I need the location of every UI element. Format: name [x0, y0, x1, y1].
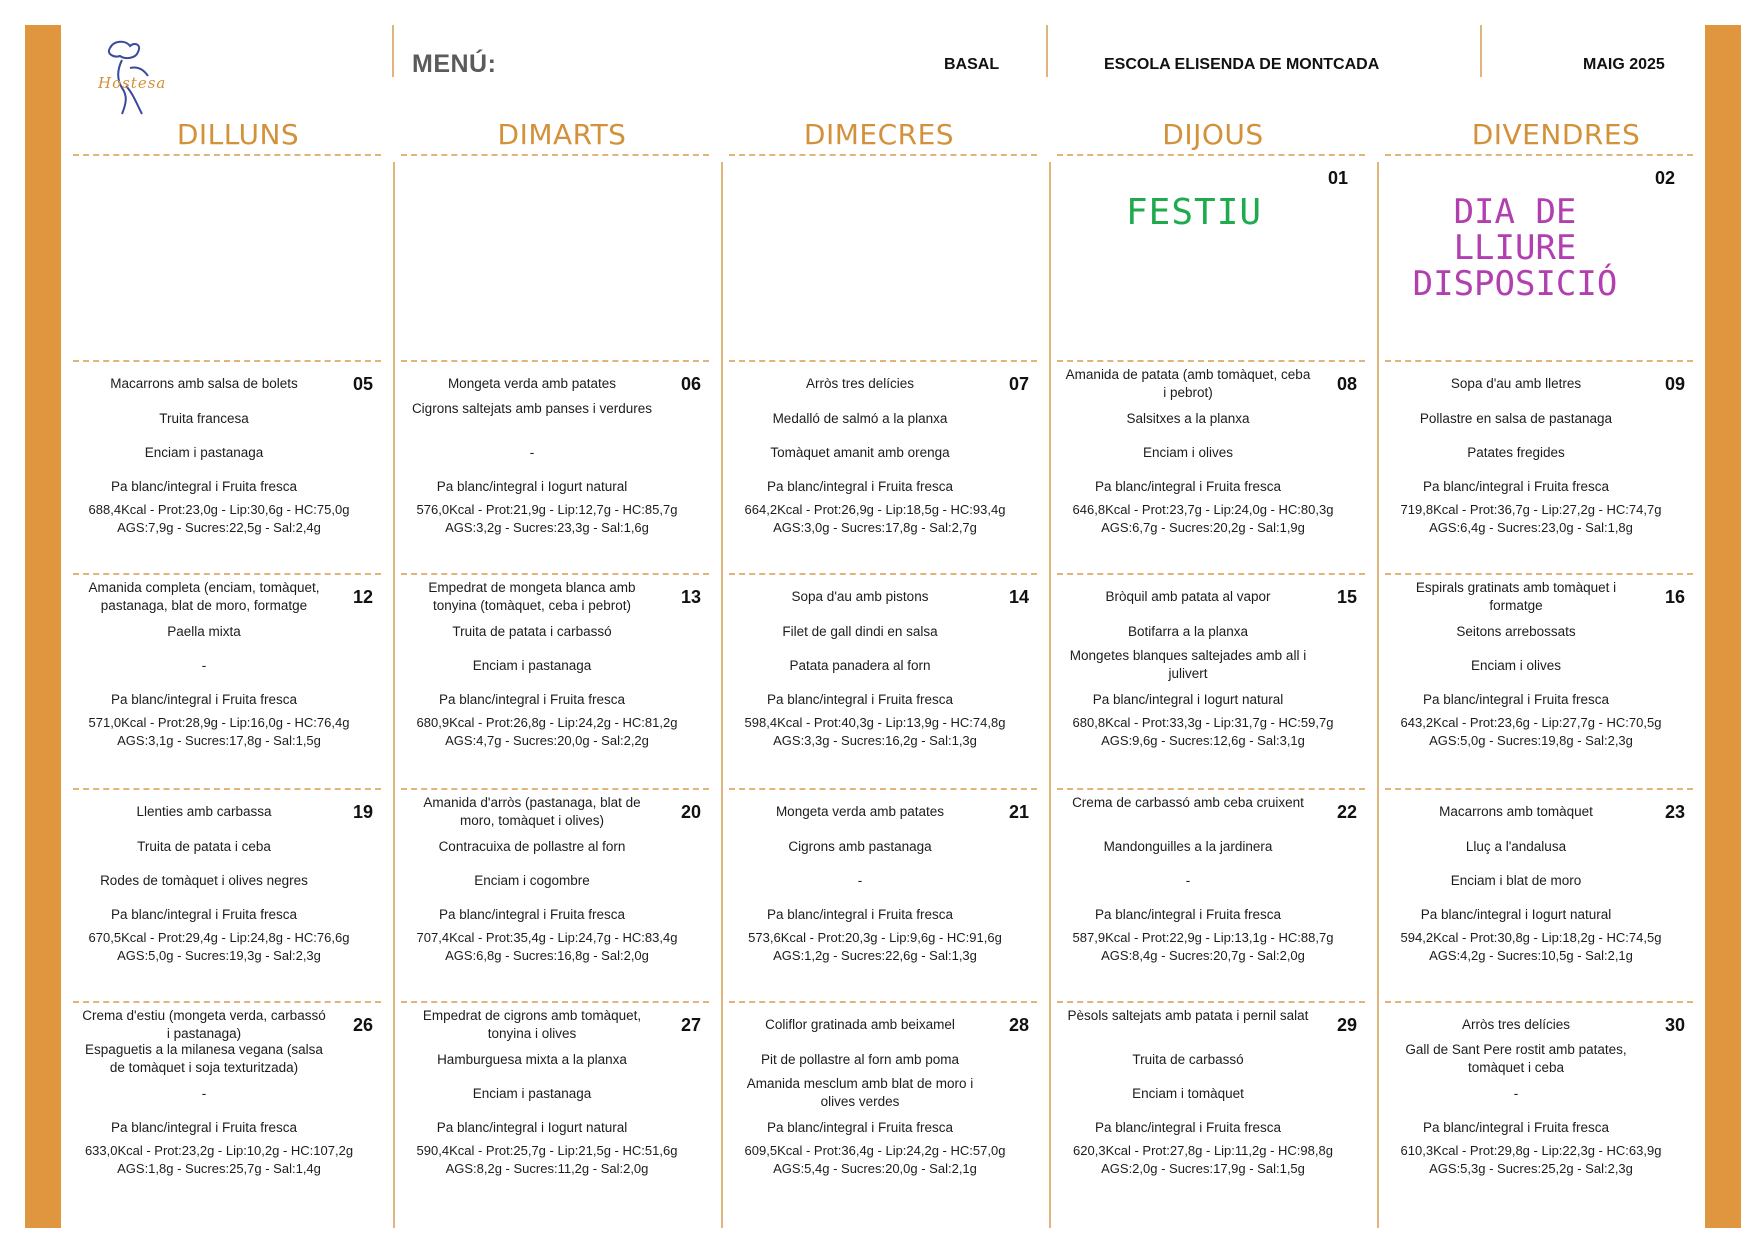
bread-and-dessert: Pa blanc/integral i Fruita fresca: [110, 692, 298, 707]
nutrition-info: 664,2Kcal - Prot:26,9g - Lip:18,5g - HC:93,4g AGS:3,0g - Sucres:17,8g - Sal:2,7g: [744, 502, 1006, 535]
day-number: 06: [680, 374, 701, 394]
second-course: Hamburguesa mixta a la planxa: [437, 1052, 627, 1067]
side-dish: -: [201, 1086, 207, 1101]
first-course: Macarrons amb salsa de bolets: [110, 376, 298, 391]
first-course: Pèsols saltejats amb patata i pernil salat: [1067, 1008, 1309, 1023]
first-course: Arròs tres delícies: [805, 376, 915, 391]
side-dish: -: [1513, 1086, 1519, 1101]
menu-day-cell: [73, 573, 383, 785]
side-dish: Enciam i olives: [1142, 445, 1234, 460]
day-number: 29: [1336, 1015, 1357, 1035]
first-course: Amanida de patata (amb tomàquet, ceba i pebrot): [1065, 367, 1311, 400]
menu-day-cell: [729, 360, 1039, 572]
first-course: Empedrat de mongeta blanca amb tonyina (tomàquet, ceba i pebrot): [428, 580, 636, 613]
second-course: Paella mixta: [167, 624, 241, 639]
menu-day-cell: [1385, 1001, 1695, 1213]
menu-day-cell: [1057, 360, 1367, 572]
menu-day-cell: [729, 1001, 1039, 1213]
first-course: Amanida completa (enciam, tomàquet, pastanaga, blat de moro, formatge: [88, 580, 320, 613]
second-course: Seitons arrebossats: [1456, 624, 1576, 639]
nutrition-info: 598,4Kcal - Prot:40,3g - Lip:13,9g - HC:74,8g AGS:3,3g - Sucres:16,2g - Sal:1,3g: [744, 715, 1006, 748]
first-course: Crema d'estiu (mongeta verda, carbassó i pastanaga): [82, 1008, 326, 1041]
first-course: Bròquil amb patata al vapor: [1105, 589, 1271, 604]
first-course: Mongeta verda amb patates: [775, 804, 945, 819]
day-number: 12: [352, 587, 373, 607]
holiday-label: FESTIU: [1126, 192, 1263, 233]
second-course: Botifarra a la planxa: [1127, 624, 1249, 639]
left-accent-bar: [25, 25, 61, 1228]
side-dish: -: [201, 658, 207, 673]
bread-and-dessert: Pa blanc/integral i Fruita fresca: [1094, 1120, 1282, 1135]
second-course: Lluç a l'andalusa: [1465, 839, 1567, 854]
bread-and-dessert: Pa blanc/integral i Fruita fresca: [110, 479, 298, 494]
free-day-line-1: DIA DE: [1453, 192, 1577, 232]
day-number: 07: [1008, 374, 1029, 394]
menu-day-cell: [401, 1001, 711, 1213]
nutrition-info: 573,6Kcal - Prot:20,3g - Lip:9,6g - HC:91,6g AGS:1,2g - Sucres:22,6g - Sal:1,3g: [748, 930, 1002, 963]
nutrition-info: 576,0Kcal - Prot:21,9g - Lip:12,7g - HC:85,7g AGS:3,2g - Sucres:23,3g - Sal:1,6g: [416, 502, 678, 535]
day-number: 22: [1336, 802, 1357, 822]
first-course: Mongeta verda amb patates: [447, 376, 617, 391]
first-course: Arròs tres delícies: [1461, 1017, 1571, 1032]
first-course: Sopa d'au amb pistons: [791, 589, 929, 604]
bread-and-dessert: Pa blanc/integral i Fruita fresca: [1422, 692, 1610, 707]
cell-day-01: [1052, 160, 1362, 360]
menu-day-cell: [1057, 1001, 1367, 1213]
day-number: 05: [352, 374, 373, 394]
second-course: Mandonguilles a la jardinera: [1103, 839, 1273, 854]
day-number: 19: [352, 802, 373, 822]
side-dish: Rodes de tomàquet i olives negres: [100, 873, 308, 888]
nutrition-info: 610,3Kcal - Prot:29,8g - Lip:22,3g - HC:63,9g AGS:5,3g - Sucres:25,2g - Sal:2,3g: [1400, 1143, 1662, 1176]
bread-and-dessert: Pa blanc/integral i Iogurt natural: [436, 479, 628, 494]
side-dish: Enciam i tomàquet: [1132, 1086, 1244, 1101]
second-course: Cigrons amb pastanaga: [788, 839, 932, 854]
bread-and-dessert: Pa blanc/integral i Fruita fresca: [110, 907, 298, 922]
menu-day-cell: [73, 1001, 383, 1213]
logo-text: Hostesa: [98, 74, 167, 92]
header-separator: [392, 25, 394, 77]
bread-and-dessert: Pa blanc/integral i Fruita fresca: [1422, 479, 1610, 494]
menu-label: MENÚ:: [412, 50, 497, 78]
day-name-thursday: DIJOUS: [1162, 118, 1264, 151]
day-number: 20: [680, 802, 701, 822]
bread-and-dessert: Pa blanc/integral i Fruita fresca: [1094, 907, 1282, 922]
day-number: 15: [1336, 587, 1357, 607]
dashed-divider: [401, 154, 709, 156]
dashed-divider: [729, 154, 1037, 156]
side-dish: Enciam i pastanaga: [472, 1086, 592, 1101]
side-dish: -: [529, 445, 535, 460]
bread-and-dessert: Pa blanc/integral i Fruita fresca: [766, 907, 954, 922]
free-day-label: [1375, 194, 1655, 302]
dashed-divider: [1385, 154, 1693, 156]
header-separator: [1480, 25, 1482, 77]
nutrition-info: 590,4Kcal - Prot:25,7g - Lip:21,5g - HC:51,6g AGS:8,2g - Sucres:11,2g - Sal:2,0g: [416, 1143, 678, 1176]
day-number: 28: [1008, 1015, 1029, 1035]
side-dish: Patata panadera al forn: [789, 658, 931, 673]
second-course: Truita francesa: [159, 411, 249, 426]
second-course: Truita de patata i carbassó: [452, 624, 612, 639]
nutrition-info: 680,9Kcal - Prot:26,8g - Lip:24,2g - HC:81,2g AGS:4,7g - Sucres:20,0g - Sal:2,2g: [416, 715, 678, 748]
bread-and-dessert: Pa blanc/integral i Fruita fresca: [766, 479, 954, 494]
second-course: Filet de gall dindi en salsa: [782, 624, 938, 639]
cell-day-02: [1381, 160, 1691, 360]
menu-day-cell: [729, 788, 1039, 1000]
nutrition-info: 646,8Kcal - Prot:23,7g - Lip:24,0g - HC:80,3g AGS:6,7g - Sucres:20,2g - Sal:1,9g: [1072, 502, 1334, 535]
nutrition-info: 594,2Kcal - Prot:30,8g - Lip:18,2g - HC:74,5g AGS:4,2g - Sucres:10,5g - Sal:2,1g: [1400, 930, 1662, 963]
side-dish: Enciam i olives: [1470, 658, 1562, 673]
second-course: Espaguetis a la milanesa vegana (salsa de tomàquet i soja texturitzada): [85, 1042, 323, 1075]
side-dish: Mongetes blanques saltejades amb all i julivert: [1069, 648, 1307, 681]
first-course: Amanida d'arròs (pastanaga, blat de moro, tomàquet i olives): [423, 795, 641, 828]
nutrition-info: 620,3Kcal - Prot:27,8g - Lip:11,2g - HC:98,8g AGS:2,0g - Sucres:17,9g - Sal:1,5g: [1073, 1143, 1333, 1176]
bread-and-dessert: Pa blanc/integral i Fruita fresca: [110, 1120, 298, 1135]
bread-and-dessert: Pa blanc/integral i Iogurt natural: [1420, 907, 1612, 922]
menu-day-cell: [729, 573, 1039, 785]
second-course: Truita de patata i ceba: [137, 839, 271, 854]
hostesa-logo: [96, 38, 168, 120]
header-separator: [1046, 25, 1048, 77]
free-day-line-2: LLIURE: [1453, 228, 1577, 268]
menu-day-cell: [73, 360, 383, 572]
menu-day-cell: [1057, 788, 1367, 1000]
column-divider: [1377, 162, 1379, 1228]
nutrition-info: 587,9Kcal - Prot:22,9g - Lip:13,1g - HC:88,7g AGS:8,4g - Sucres:20,7g - Sal:2,0g: [1072, 930, 1334, 963]
side-dish: Enciam i pastanaga: [472, 658, 592, 673]
column-divider: [1049, 162, 1051, 1228]
day-name-wednesday: DIMECRES: [803, 118, 955, 151]
day-number: 30: [1664, 1015, 1685, 1035]
nutrition-info: 680,8Kcal - Prot:33,3g - Lip:31,7g - HC:59,7g AGS:9,6g - Sucres:12,6g - Sal:3,1g: [1072, 715, 1334, 748]
second-course: Truita de carbassó: [1132, 1052, 1244, 1067]
bread-and-dessert: Pa blanc/integral i Fruita fresca: [766, 692, 954, 707]
nutrition-info: 707,4Kcal - Prot:35,4g - Lip:24,7g - HC:83,4g AGS:6,8g - Sucres:16,8g - Sal:2,0g: [416, 930, 678, 963]
side-dish: Enciam i cogombre: [474, 873, 590, 888]
day-number: 01: [1327, 168, 1348, 188]
free-day-line-3: DISPOSICIÓ: [1412, 264, 1618, 304]
day-number: 14: [1008, 587, 1029, 607]
day-number: 13: [680, 587, 701, 607]
menu-day-cell: [401, 573, 711, 785]
day-number: 16: [1664, 587, 1685, 607]
nutrition-info: 719,8Kcal - Prot:36,7g - Lip:27,2g - HC:74,7g AGS:6,4g - Sucres:23,0g - Sal:1,8g: [1400, 502, 1662, 535]
day-name-monday: DILLUNS: [176, 118, 300, 151]
bread-and-dessert: Pa blanc/integral i Fruita fresca: [1094, 479, 1282, 494]
day-number: 09: [1664, 374, 1685, 394]
second-course: Pollastre en salsa de pastanaga: [1419, 411, 1613, 426]
second-course: Pit de pollastre al forn amb poma: [760, 1052, 960, 1067]
first-course: Empedrat de cigrons amb tomàquet, tonyina i olives: [422, 1008, 642, 1041]
bread-and-dessert: Pa blanc/integral i Fruita fresca: [438, 692, 626, 707]
second-course: Medalló de salmó a la planxa: [772, 411, 948, 426]
day-number: 02: [1654, 168, 1675, 188]
nutrition-info: 609,5Kcal - Prot:36,4g - Lip:24,2g - HC:57,0g AGS:5,4g - Sucres:20,0g - Sal:2,1g: [744, 1143, 1006, 1176]
nutrition-info: 571,0Kcal - Prot:28,9g - Lip:16,0g - HC:76,4g AGS:3,1g - Sucres:17,8g - Sal:1,5g: [88, 715, 350, 748]
second-course: Cigrons saltejats amb panses i verdures: [411, 401, 653, 416]
dashed-divider: [73, 154, 381, 156]
menu-day-cell: [1057, 573, 1367, 785]
day-number: 23: [1664, 802, 1685, 822]
bread-and-dessert: Pa blanc/integral i Iogurt natural: [1092, 692, 1284, 707]
day-name-tuesday: DIMARTS: [497, 118, 627, 151]
side-dish: -: [857, 873, 863, 888]
diet-type: BASAL: [944, 56, 1000, 73]
column-divider: [721, 162, 723, 1228]
school-name: ESCOLA ELISENDA DE MONTCADA: [1104, 56, 1380, 73]
side-dish: Enciam i blat de moro: [1450, 873, 1582, 888]
menu-day-cell: [401, 788, 711, 1000]
second-course: Contracuixa de pollastre al forn: [438, 839, 626, 854]
menu-day-cell: [1385, 788, 1695, 1000]
first-course: Espirals gratinats amb tomàquet i formatge: [1415, 580, 1617, 613]
day-name-friday: DIVENDRES: [1471, 118, 1641, 151]
second-course: Gall de Sant Pere rostit amb patates, tomàquet i ceba: [1405, 1042, 1627, 1075]
bread-and-dessert: Pa blanc/integral i Iogurt natural: [436, 1120, 628, 1135]
first-course: Coliflor gratinada amb beixamel: [765, 1017, 955, 1032]
first-course: Sopa d'au amb lletres: [1450, 376, 1582, 391]
second-course: Salsitxes a la planxa: [1126, 411, 1250, 426]
first-course: Crema de carbassó amb ceba cruixent: [1072, 795, 1304, 810]
menu-day-cell: [1385, 573, 1695, 785]
side-dish: Tomàquet amanit amb orenga: [770, 445, 950, 460]
right-accent-bar: [1705, 25, 1741, 1228]
menu-day-cell: [73, 788, 383, 1000]
menu-day-cell: [401, 360, 711, 572]
day-number: 27: [680, 1015, 701, 1035]
nutrition-info: 688,4Kcal - Prot:23,0g - Lip:30,6g - HC:75,0g AGS:7,9g - Sucres:22,5g - Sal:2,4g: [88, 502, 350, 535]
day-number: 26: [352, 1015, 373, 1035]
day-number: 21: [1008, 802, 1029, 822]
month-year: MAIG 2025: [1583, 56, 1665, 73]
side-dish: Patates fregides: [1467, 445, 1565, 460]
nutrition-info: 670,5Kcal - Prot:29,4g - Lip:24,8g - HC:76,6g AGS:5,0g - Sucres:19,3g - Sal:2,3g: [88, 930, 350, 963]
bread-and-dessert: Pa blanc/integral i Fruita fresca: [438, 907, 626, 922]
dashed-divider: [1057, 154, 1365, 156]
nutrition-info: 633,0Kcal - Prot:23,2g - Lip:10,2g - HC:107,2g AGS:1,8g - Sucres:25,7g - Sal:1,4g: [84, 1143, 354, 1176]
bread-and-dessert: Pa blanc/integral i Fruita fresca: [766, 1120, 954, 1135]
bread-and-dessert: Pa blanc/integral i Fruita fresca: [1422, 1120, 1610, 1135]
day-number: 08: [1336, 374, 1357, 394]
first-course: Macarrons amb tomàquet: [1439, 804, 1593, 819]
side-dish: Enciam i pastanaga: [144, 445, 264, 460]
column-divider: [393, 162, 395, 1228]
side-dish: Amanida mesclum amb blat de moro i olives verdes: [746, 1076, 974, 1109]
menu-day-cell: [1385, 360, 1695, 572]
first-course: Llenties amb carbassa: [136, 804, 272, 819]
nutrition-info: 643,2Kcal - Prot:23,6g - Lip:27,7g - HC:70,5g AGS:5,0g - Sucres:19,8g - Sal:2,3g: [1400, 715, 1662, 748]
side-dish: -: [1185, 873, 1191, 888]
